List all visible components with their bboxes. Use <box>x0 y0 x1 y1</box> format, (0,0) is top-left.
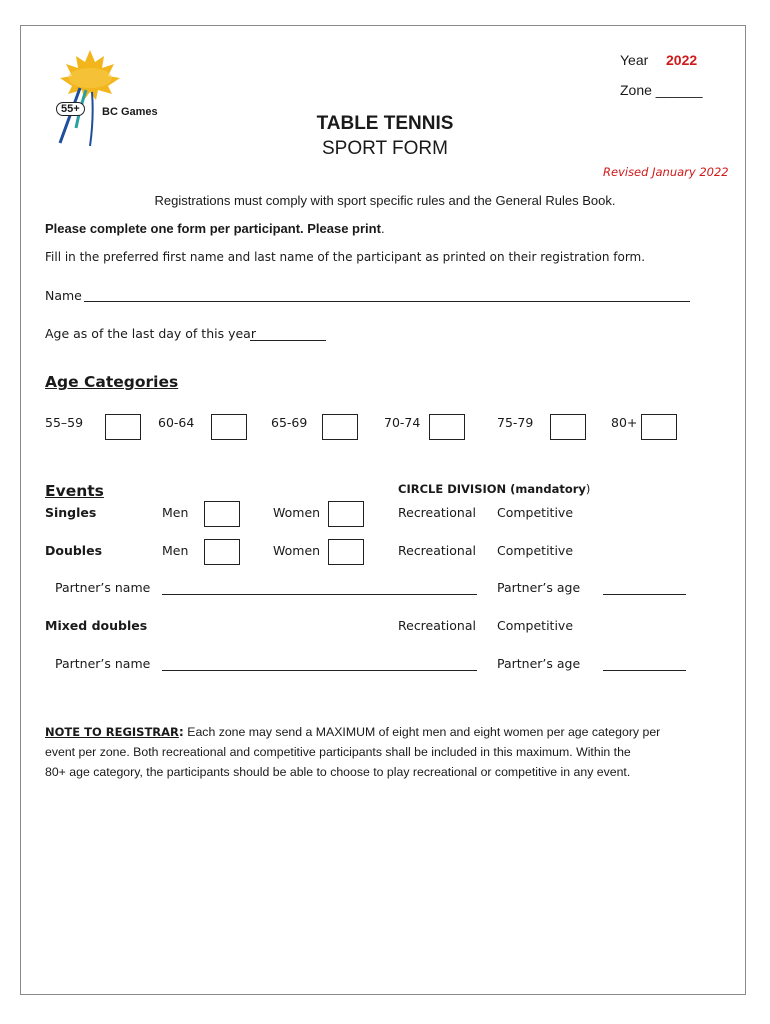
age-cat-label-75-79: 75-79 <box>497 415 534 430</box>
rules-line: Registrations must comply with sport specific rules and the General Rules Book. <box>154 193 616 208</box>
age-cat-label-65-69: 65-69 <box>271 415 308 430</box>
age-cat-label-70-74: 70-74 <box>384 415 421 430</box>
doubles-women-label: Women <box>273 543 321 558</box>
age-categories-heading: Age Categories <box>45 373 179 391</box>
note-colon: : <box>178 725 184 739</box>
page-title: TABLE TENNIS <box>316 113 454 134</box>
fill-line: Fill in the preferred first name and last name of the participant as printed on their registration form. <box>45 250 646 264</box>
note-line-3: 80+ age category, the participants should be able to choose to play recreational or competitive in any event. <box>45 765 631 779</box>
mixed-partner-age-label: Partner’s age <box>497 656 581 671</box>
age-cat-checkbox-60-64[interactable] <box>211 414 247 440</box>
doubles-recreational[interactable]: Recreational <box>398 543 476 558</box>
mixed-recreational[interactable]: Recreational <box>398 618 476 633</box>
mixed-partner-name-line[interactable] <box>162 670 477 671</box>
doubles-partner-age-label: Partner’s age <box>497 580 581 595</box>
name-input-line[interactable] <box>84 301 690 302</box>
events-heading: Events <box>45 482 104 500</box>
note-line-2: event per zone. Both recreational and competitive participants shall be included in this maximum. Within the <box>45 745 631 759</box>
doubles-partner-name-label: Partner’s name <box>55 580 151 595</box>
complete-bold: Please complete one form per participant. Please print <box>45 221 381 236</box>
year-value: 2022 <box>666 52 698 68</box>
age-input-line[interactable] <box>250 340 326 341</box>
mixed-partner-age-line[interactable] <box>603 670 686 671</box>
logo-badge: 55+ <box>56 102 85 116</box>
note-line-1 <box>45 725 660 739</box>
doubles-men-checkbox[interactable] <box>204 539 240 565</box>
singles-recreational[interactable]: Recreational <box>398 505 476 520</box>
year-label: Year <box>620 52 649 68</box>
singles-men-checkbox[interactable] <box>204 501 240 527</box>
mixed-doubles-label: Mixed doubles <box>45 618 148 633</box>
singles-women-checkbox[interactable] <box>328 501 364 527</box>
mixed-partner-name-label: Partner’s name <box>55 656 151 671</box>
age-cat-label-55-59: 55–59 <box>45 415 84 430</box>
mixed-competitive[interactable]: Competitive <box>497 618 574 633</box>
circle-division-heading <box>398 482 590 496</box>
logo-label: BC Games <box>102 106 158 118</box>
complete-tail: . <box>380 221 385 236</box>
division-heading-text: CIRCLE DIVISION (mandatory <box>398 482 586 496</box>
doubles-partner-name-line[interactable] <box>162 594 477 595</box>
age-cat-checkbox-65-69[interactable] <box>322 414 358 440</box>
age-label: Age as of the last day of this year <box>45 326 256 341</box>
doubles-competitive[interactable]: Competitive <box>497 543 574 558</box>
age-cat-checkbox-70-74[interactable] <box>429 414 465 440</box>
singles-men-label: Men <box>162 505 189 520</box>
division-heading-paren: ) <box>585 482 591 496</box>
doubles-men-label: Men <box>162 543 189 558</box>
revised-date: Revised January 2022 <box>603 165 729 179</box>
doubles-partner-age-line[interactable] <box>603 594 686 595</box>
name-label: Name <box>45 288 82 303</box>
doubles-women-checkbox[interactable] <box>328 539 364 565</box>
doubles-label: Doubles <box>45 543 103 558</box>
note-label: NOTE TO REGISTRAR <box>45 725 179 739</box>
singles-label: Singles <box>45 505 97 520</box>
singles-women-label: Women <box>273 505 321 520</box>
complete-line <box>45 221 385 236</box>
note-text-1: Each zone may send a MAXIMUM of eight men and eight women per age category per <box>187 725 661 739</box>
singles-competitive[interactable]: Competitive <box>497 505 574 520</box>
age-cat-label-80-plus: 80+ <box>611 415 638 430</box>
age-cat-checkbox-55-59[interactable] <box>105 414 141 440</box>
age-cat-checkbox-75-79[interactable] <box>550 414 586 440</box>
age-cat-label-60-64: 60-64 <box>158 415 195 430</box>
page-subtitle: SPORT FORM <box>322 138 448 159</box>
zone-field[interactable]: Zone ______ <box>620 82 703 98</box>
age-cat-checkbox-80-plus[interactable] <box>641 414 677 440</box>
